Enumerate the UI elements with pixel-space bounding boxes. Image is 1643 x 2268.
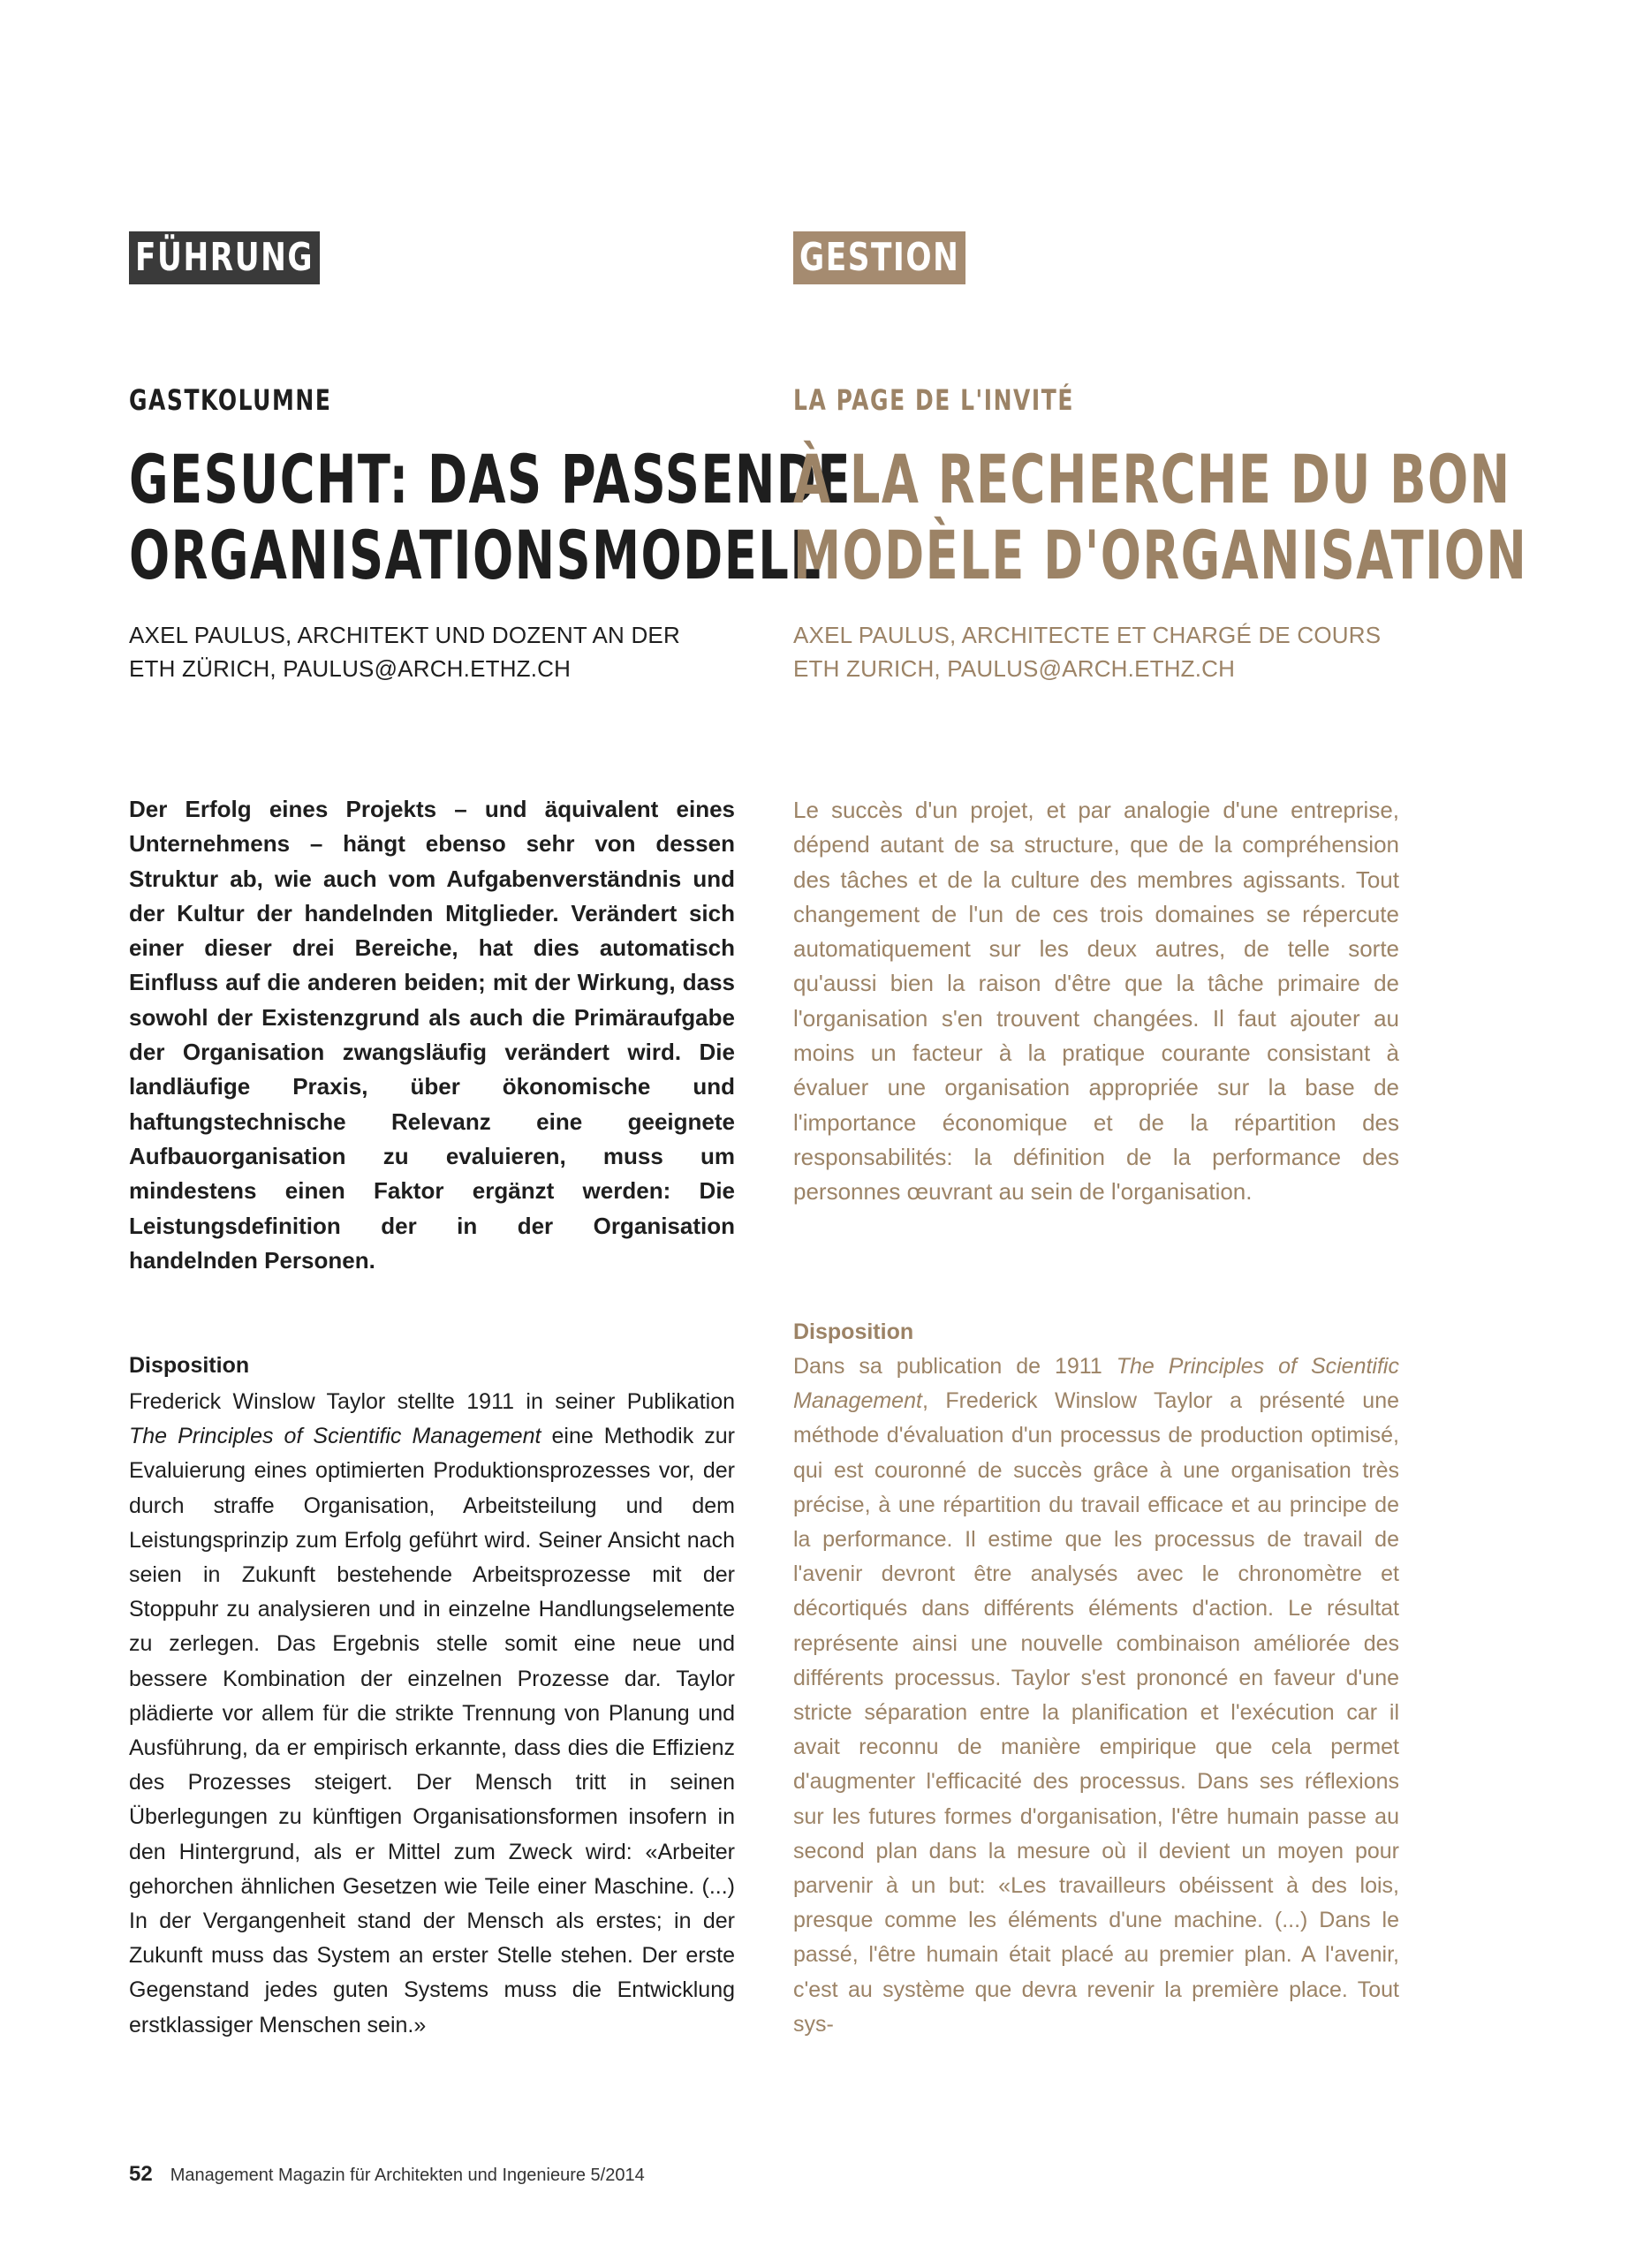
subheading-disposition-french: Disposition xyxy=(793,1319,914,1344)
body-text: , Frederick Winslow Taylor a présenté une méthode d'évaluation d'un processus de production optimisé, qui est couronné de succès grâce à une organisation très précise, à une répartition du travail efficace et au principe de la performance. Il estime que les processus de travail de l'avenir devront être analysés avec le chronomètre et décortiqués dans différents éléments d'action. Le résultat représente ainsi une nouvelle combinaison améliorée des différents processus. Taylor s'est prononcé en faveur d'une stricte séparation entre la planification et l'exécution car il avait reconnu de manière empirique que cela permet d'augmenter l'efficacité des processus. Dans ses réflexions sur les futures formes d'organisation, l'être humain passe au second plan dans la mesure où il devient un moyen pour parvenir à un but: «Les travailleurs obéissent à des lois, presque comme les éléments d'une machine. (...) Dans le passé, l'être humain était placé au premier plan. A l'avenir, c'est au système que devra revenir la première place. Tout sys- xyxy=(793,1388,1399,2037)
lead-paragraph-german: Der Erfolg eines Projekts – und äquivalent eines Unternehmens – hängt ebenso sehr von dessen Struktur ab, wie auch vom Aufgabenverständnis und der Kultur der handelnden Mitglieder. Verändert sich einer dieser drei Bereiche, hat dies automatisch Einfluss auf die anderen beiden; mit der Wirkung, dass sowohl der Existenzgrund als auch die Primäraufgabe der Organisation zwangsläufig verändert wird. Die landläufige Praxis, über ökonomische und haftungstechnische Relevanz eine geeignete Aufbauorganisation zu evaluieren, muss um mindestens einen Faktor ergänzt werden: Die Leistungsdefinition der in der Organisation handelnden Personen. xyxy=(129,796,735,1274)
author-line: AXEL PAULUS, ARCHITEKT UND DOZENT AN DER xyxy=(129,622,680,648)
publication-title: The Principles of Scientific Management xyxy=(129,1424,541,1449)
page-number: 52 xyxy=(129,2162,153,2186)
kicker-page-invite: LA PAGE DE L'INVITÉ xyxy=(793,383,1074,417)
publication-name: Management Magazin für Architekten und Ingenieure 5/2014 xyxy=(170,2166,645,2185)
body-paragraph-french xyxy=(793,1349,1399,2042)
author-french xyxy=(793,618,1429,685)
headline-line: MODÈLE D'ORGANISATION xyxy=(793,516,1528,594)
headline-german xyxy=(129,442,852,593)
section-tag-gestion: GESTION xyxy=(793,231,965,284)
headline-line: ORGANISATIONSMODELL xyxy=(129,516,822,594)
author-line: ETH ZURICH, PAULUS@ARCH.ETHZ.CH xyxy=(793,655,1236,682)
body-paragraph-german xyxy=(129,1385,735,2043)
author-line: AXEL PAULUS, ARCHITECTE ET CHARGÉ DE COURS xyxy=(793,622,1382,648)
section-tag-fuehrung: FÜHRUNG xyxy=(129,231,320,284)
body-text: Frederick Winslow Taylor stellte 1911 in seiner Publikation xyxy=(129,1389,735,1414)
publication-title: The Principles of Scientific Management xyxy=(793,1354,1399,1414)
author-line: ETH ZÜRICH, PAULUS@ARCH.ETHZ.CH xyxy=(129,655,572,682)
author-german xyxy=(129,618,765,685)
body-text: Dans sa publication de 1911 xyxy=(793,1354,1102,1379)
headline-line: GESUCHT: DAS PASSENDE xyxy=(129,440,852,518)
headline-line: À LA RECHERCHE DU BON xyxy=(793,440,1511,518)
headline-french xyxy=(793,442,1527,593)
page-footer xyxy=(129,2162,645,2187)
lead-paragraph-french: Le succès d'un projet, et par analogie d'une entreprise, dépend autant de sa structure, que de la compréhension des tâches et de la culture des membres agissants. Tout changement de l'un de ces trois domaines se répercute automatiquement sur les deux autres, de telle sorte qu'aussi bien la raison d'être que la tâche primaire de l'organisation s'en trouvent changées. Il faut ajouter au moins un facteur à la pratique courante consistant à évaluer une organisation appropriée sur la base de l'importance économique et de la répartition des responsabilités: la définition de la performance des personnes œuvrant au sein de l'organisation. xyxy=(793,797,1399,1206)
body-text: eine Methodik zur Evaluierung eines optimierten Produktionsprozesses vor, der durch straffe Organisation, Arbeitsteilung und dem Leistungsprinzip zum Erfolg geführt wird. Seiner Ansicht nach seien in Zukunft bestehende Arbeitsprozesse mit der Stoppuhr zu analysieren und in einzelne Handlungselemente zu zerlegen. Das Ergebnis stelle somit eine neue und bessere Kombination der einzelnen Prozesse dar. Taylor plädierte vor allem für die strikte Trennung von Planung und Ausführung, da er empirisch erkannte, dass dies die Effizienz des Prozesses steigert. Der Mensch tritt in seinen Überlegungen zu künftigen Organisationsformen insofern in den Hintergrund, als er Mittel zum Zweck wird: «Arbeiter gehorchen ähnlichen Gesetzen wie Teile einer Maschine. (...) In der Vergangenheit stand der Mensch als erstes; in der Zukunft muss das System an erster Stelle stehen. Der erste Gegenstand jedes guten Systems muss die Entwicklung erstklassiger Menschen sein.» xyxy=(129,1424,736,2037)
subheading-disposition-german: Disposition xyxy=(129,1353,250,1378)
kicker-gastkolumne: GASTKOLUMNE xyxy=(129,383,332,417)
